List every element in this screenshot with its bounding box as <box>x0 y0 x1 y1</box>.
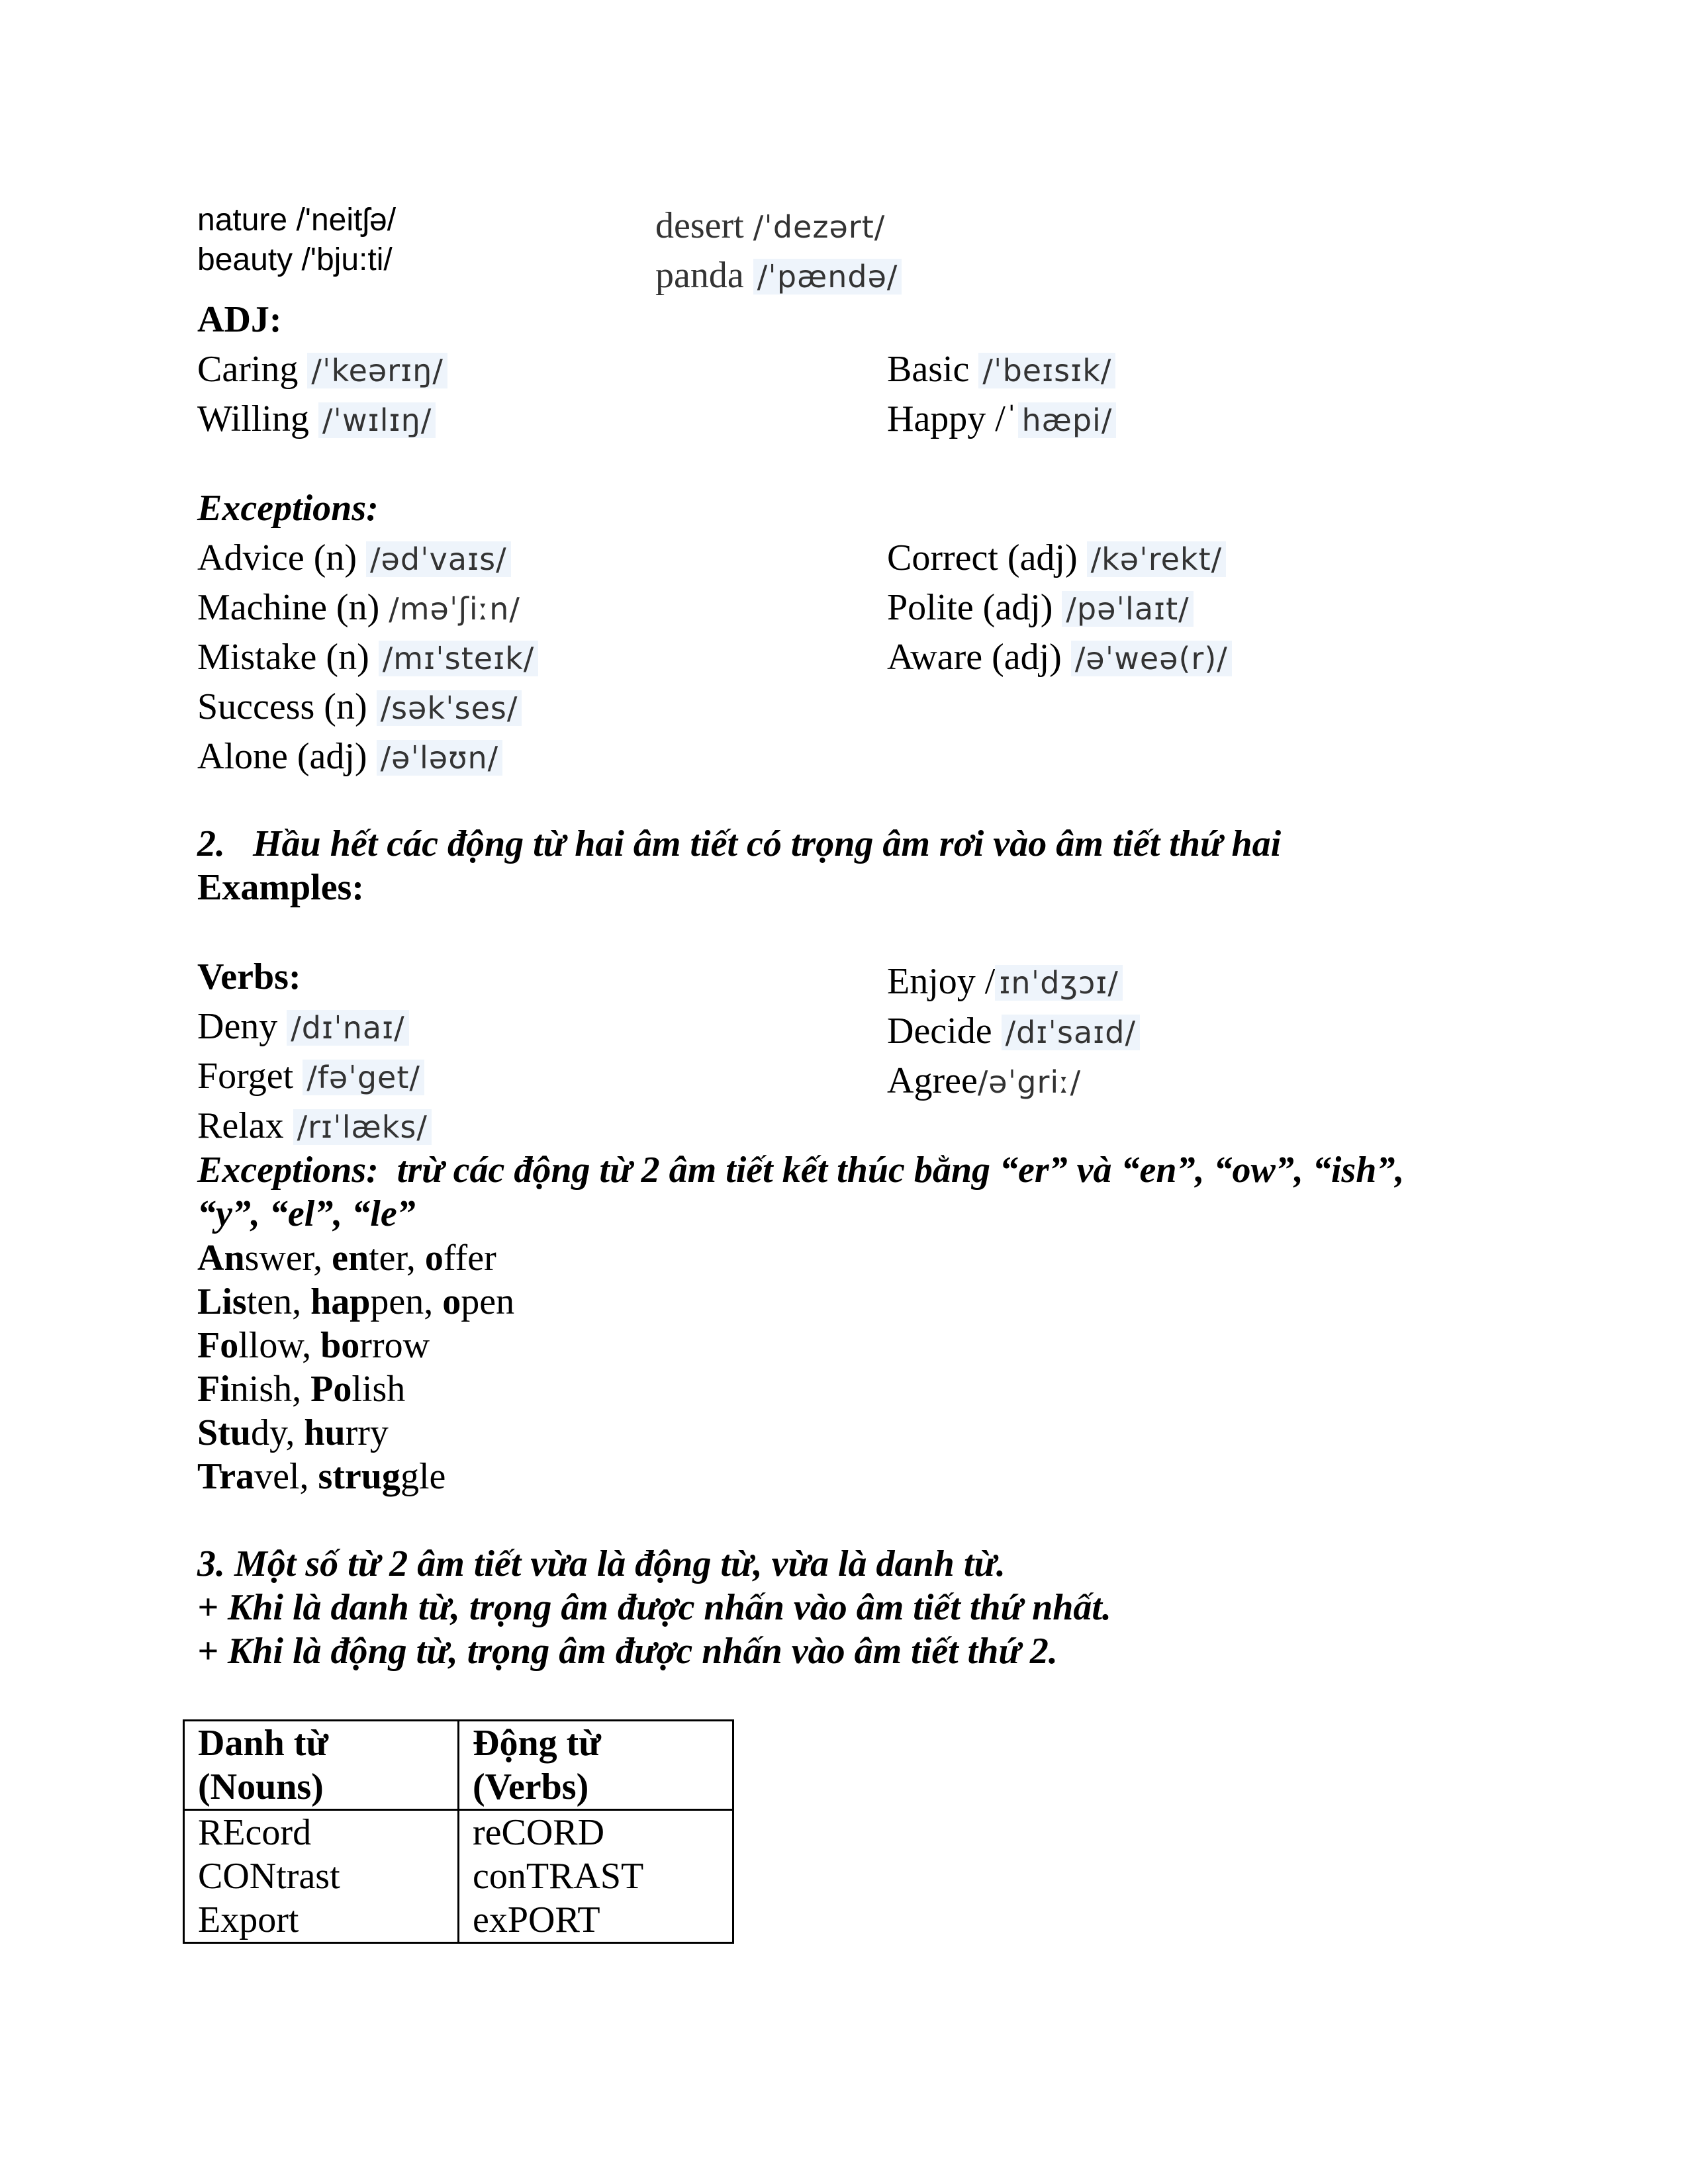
exceptions-2-line: Exceptions: trừ các động từ 2 âm tiết kết thúc bằng “er” và “en”, “ow”, “ish”, <box>197 1150 1405 1191</box>
verb-word: Forget /fəˈget/ <box>197 1054 424 1099</box>
section-2-title: 2. Hầu hết các động từ hai âm tiết có trọng âm rơi vào âm tiết thứ hai <box>197 823 1282 864</box>
exception-word: Alone (adj) /əˈləʊn/ <box>197 735 502 780</box>
word-panda: panda /ˈpændə/ <box>655 253 902 298</box>
adj-word: Willing /ˈwɪlɪŋ/ <box>197 397 436 442</box>
verbs-heading: Verbs: <box>197 956 301 997</box>
exception-words-row: Study, hurry <box>197 1412 389 1453</box>
adj-word: Happy /ˈ hæpi/ <box>887 397 1116 442</box>
table-header-verbs: Động từ (Verbs) <box>459 1721 733 1810</box>
section-3-noun-rule: + Khi là danh từ, trọng âm được nhấn vào âm tiết thứ nhất. <box>197 1587 1111 1628</box>
exception-words-row: Finish, Polish <box>197 1369 406 1410</box>
exception-word: Mistake (n) /mɪˈsteɪk/ <box>197 635 538 680</box>
verb-word: Decide /dɪˈsaɪd/ <box>887 1009 1140 1054</box>
adj-word: Basic /ˈbeɪsɪk/ <box>887 347 1115 392</box>
word-desert: desert /ˈdezərt/ <box>655 205 886 246</box>
word-beauty: beauty /'bju:ti/ <box>197 242 393 277</box>
exception-word: Advice (n) /ədˈvaɪs/ <box>197 536 511 581</box>
table-header-row <box>184 1721 733 1810</box>
verb-word: Enjoy / ɪnˈdʒɔɪ/ <box>887 960 1123 1005</box>
exception-words-row: Answer, enter, offer <box>197 1238 496 1279</box>
table-cell-nouns: REcord CONtrast Export <box>184 1810 459 1943</box>
exception-word: Machine (n) /məˈʃiːn/ <box>197 587 520 628</box>
exceptions-2-line-cont: “y”, “el”, “le” <box>197 1193 416 1234</box>
exception-word: Correct (adj) /kəˈrekt/ <box>887 536 1226 581</box>
exception-words-row: Travel, struggle <box>197 1456 446 1497</box>
exception-word: Aware (adj) /əˈweə(r)/ <box>887 635 1232 680</box>
table-header-nouns: Danh từ (Nouns) <box>184 1721 459 1810</box>
verb-word: Relax /rɪˈlæks/ <box>197 1104 432 1149</box>
exception-word: Success (n) /səkˈses/ <box>197 685 522 730</box>
word-nature: nature /'neitʃə/ <box>197 203 397 238</box>
verb-word: Agree/əˈgriː/ <box>887 1060 1082 1101</box>
table-cell-verbs: reCORD conTRAST exPORT <box>459 1810 733 1943</box>
table-row <box>184 1810 733 1943</box>
exception-words-row: Follow, borrow <box>197 1325 430 1366</box>
section-3-verb-rule: + Khi là động từ, trọng âm được nhấn vào âm tiết thứ 2. <box>197 1631 1058 1672</box>
exceptions-heading: Exceptions: <box>197 488 379 529</box>
exception-word: Polite (adj) /pəˈlaɪt/ <box>887 586 1194 631</box>
exception-words-row: Listen, happen, open <box>197 1281 515 1322</box>
noun-verb-table <box>183 1719 734 1944</box>
examples-label: Examples: <box>197 867 364 908</box>
adj-word: Caring /ˈkeərɪŋ/ <box>197 347 447 392</box>
verb-word: Deny /dɪˈnaɪ/ <box>197 1005 409 1050</box>
adj-heading: ADJ: <box>197 299 282 340</box>
section-3-title: 3. Một số từ 2 âm tiết vừa là động từ, vừa là danh từ. <box>197 1543 1006 1584</box>
